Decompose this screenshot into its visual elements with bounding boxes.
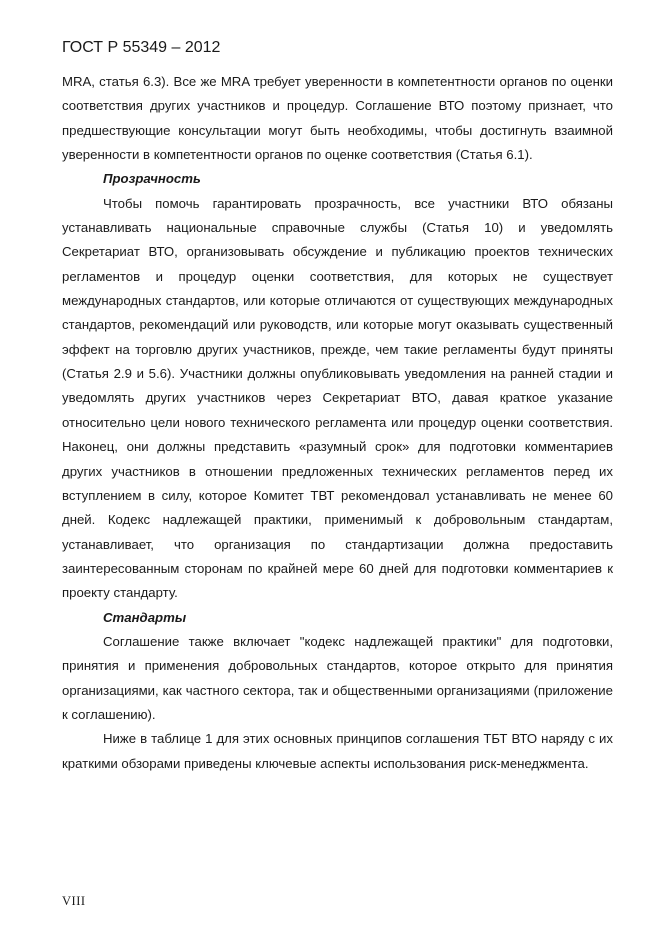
document-header: ГОСТ Р 55349 – 2012 <box>62 39 221 56</box>
transparency-paragraph: Чтобы помочь гарантировать прозрачность, все участники ВТО обязаны устанавливать национальные справочные службы (Статья 10) и уведомлять Секретариат ВТО, организовывать обсуждение и публикацию проектов технических регламентов и процедур оценки соответствия, для которых не существует международных стандартов, или которые отличаются от существующих международных стандартов, рекомендаций или руководств, или которые могут оказывать существенный эффект на торговлю других участников, прежде, чем такие регламенты будут приняты (Статья 2.9 и 5.6). Участники должны опубликовывать уведомления на ранней стадии и уведомлять других участников через Секретариат ВТО, давая краткое указание относительно цели нового технического регламента или процедур оценки соответствия. Наконец, они должны представить «разумный срок» для подготовки комментариев других участников в отношении предложенных технических регламентов перед их вступлением в силу, которое Комитет ТВТ рекомендовал устанавливать не менее 60 дней. Кодекс надлежащей практики, применимый к добровольным стандартам, устанавливает, что организация по стандартизации должна предоставить заинтересованным сторонам по крайней мере 60 дней для подготовки комментариев к проекту стандарту. <box>62 195 613 601</box>
table-reference-paragraph: Ниже в таблице 1 для этих основных принципов соглашения ТБТ ВТО наряду с их краткими обзорами приведены ключевые аспекты использования риск-менеджмента. <box>62 731 613 771</box>
transparency-heading: Прозрачность <box>103 171 201 187</box>
standards-heading: Стандарты <box>103 609 187 625</box>
standards-paragraph: Соглашение также включает "кодекс надлежащей практики" для подготовки, принятия и применения добровольных стандартов, которое открыто для принятия организациями, как частного сектора, так и общественными организациями (приложение к соглашению). <box>62 633 613 722</box>
document-body <box>62 70 613 776</box>
intro-paragraph: MRA, статья 6.3). Все же MRA требует уверенности в компетентности органов по оценки соответствия других участников и процедур. Соглашение ВТО поэтому признает, что предшествующие консультации могут быть необходимы, чтобы достигнуть взаимной уверенности в компетентности органов по оценке соответствия (Статья 6.1). <box>62 74 613 163</box>
page-number: VIII <box>62 894 86 908</box>
